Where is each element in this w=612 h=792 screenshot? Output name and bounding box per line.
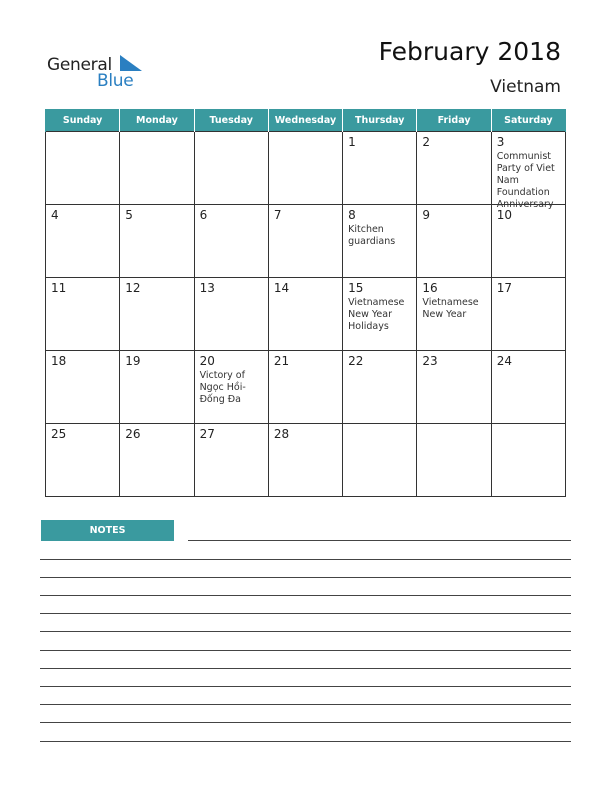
- day-number: 15: [348, 281, 364, 295]
- day-cell: [268, 424, 342, 497]
- note-line: [40, 559, 571, 560]
- holiday-event: Vietnamese New Year Holidays: [348, 297, 405, 332]
- day-number: 21: [273, 354, 290, 368]
- holiday-event: Vietnamese New Year: [422, 297, 479, 320]
- day-cell: [46, 424, 120, 497]
- note-line: [40, 613, 571, 614]
- day-cell: [417, 278, 491, 351]
- week-row: [46, 132, 566, 205]
- day-cell: [46, 351, 120, 424]
- logo-text-blue: Blue: [97, 71, 134, 91]
- day-number: 11: [51, 281, 67, 295]
- holiday-event: Communist Party of Viet Nam Foundation Anniversary: [496, 151, 555, 210]
- month-title: February 2018: [378, 37, 561, 66]
- day-cell: [120, 205, 194, 278]
- day-number: 10: [496, 208, 512, 222]
- weekday-friday: Friday: [417, 109, 491, 132]
- day-number: 2: [422, 135, 431, 149]
- logo-triangle-icon: [120, 55, 142, 71]
- day-cell: [46, 132, 120, 205]
- day-number: 27: [199, 427, 215, 441]
- day-cell: [46, 205, 120, 278]
- day-number: 8: [348, 208, 356, 222]
- day-cell: [194, 205, 268, 278]
- day-cell: [194, 351, 268, 424]
- note-line: [40, 631, 571, 632]
- day-number: 25: [51, 427, 67, 441]
- day-number: 24: [496, 354, 512, 368]
- day-cell: [120, 424, 194, 497]
- week-row: [46, 205, 566, 278]
- day-cell: [343, 132, 417, 205]
- day-cell: [491, 424, 565, 497]
- day-number: 19: [125, 354, 141, 368]
- day-number: 18: [51, 354, 67, 368]
- day-number: 17: [496, 281, 512, 295]
- day-cell: [491, 205, 565, 278]
- day-cell: [343, 205, 417, 278]
- day-number: 7: [273, 208, 282, 222]
- day-cell: [343, 351, 417, 424]
- note-line: [188, 540, 571, 541]
- day-cell: [120, 351, 194, 424]
- weekday-monday: Monday: [120, 109, 194, 132]
- note-line: [40, 722, 571, 723]
- week-row: [46, 424, 566, 497]
- calendar-grid: [45, 109, 566, 497]
- note-line: [40, 577, 571, 578]
- note-line: [40, 668, 571, 669]
- weekday-sunday: Sunday: [46, 109, 120, 132]
- day-cell: [268, 132, 342, 205]
- day-number: 4: [51, 208, 59, 222]
- day-number: 26: [125, 427, 141, 441]
- day-number: 3: [496, 135, 505, 149]
- note-line: [40, 686, 571, 687]
- day-cell: [194, 424, 268, 497]
- day-number: 1: [348, 135, 356, 149]
- day-cell: [491, 351, 565, 424]
- day-cell: [46, 278, 120, 351]
- day-cell: [268, 278, 342, 351]
- day-cell: [120, 278, 194, 351]
- day-number: 9: [422, 208, 431, 222]
- day-cell: [268, 351, 342, 424]
- holiday-event: Victory of Ngọc Hồi-Đống Đa: [199, 370, 246, 405]
- day-cell: [417, 351, 491, 424]
- week-row: [46, 351, 566, 424]
- day-cell: [194, 278, 268, 351]
- day-number: 20: [199, 354, 215, 368]
- weekday-header-row: [46, 109, 566, 132]
- day-number: 5: [125, 208, 133, 222]
- day-cell: [120, 132, 194, 205]
- week-row: [46, 278, 566, 351]
- day-number: 14: [273, 281, 290, 295]
- day-cell: [194, 132, 268, 205]
- day-number: 12: [125, 281, 141, 295]
- day-number: 6: [199, 208, 208, 222]
- day-cell: [491, 278, 565, 351]
- weekday-tuesday: Tuesday: [194, 109, 268, 132]
- day-cell: [417, 205, 491, 278]
- day-number: 28: [273, 427, 290, 441]
- country-name: Vietnam: [490, 77, 561, 97]
- day-cell: [343, 278, 417, 351]
- weekday-wednesday: Wednesday: [268, 109, 342, 132]
- day-number: 23: [422, 354, 438, 368]
- note-line: [40, 741, 571, 742]
- weekday-saturday: Saturday: [491, 109, 565, 132]
- day-cell: [268, 205, 342, 278]
- day-number: 16: [422, 281, 438, 295]
- day-cell: [343, 424, 417, 497]
- day-number: 13: [199, 281, 215, 295]
- note-line: [40, 650, 571, 651]
- day-cell: [417, 132, 491, 205]
- day-number: 22: [348, 354, 364, 368]
- logo-text-general: General: [47, 55, 112, 75]
- weekday-thursday: Thursday: [343, 109, 417, 132]
- note-line: [40, 704, 571, 705]
- general-blue-logo: [47, 53, 157, 93]
- day-cell: [417, 424, 491, 497]
- holiday-event: Kitchen guardians: [348, 224, 396, 247]
- notes-header: NOTES: [41, 520, 174, 541]
- day-cell: [491, 132, 565, 210]
- note-line: [40, 595, 571, 596]
